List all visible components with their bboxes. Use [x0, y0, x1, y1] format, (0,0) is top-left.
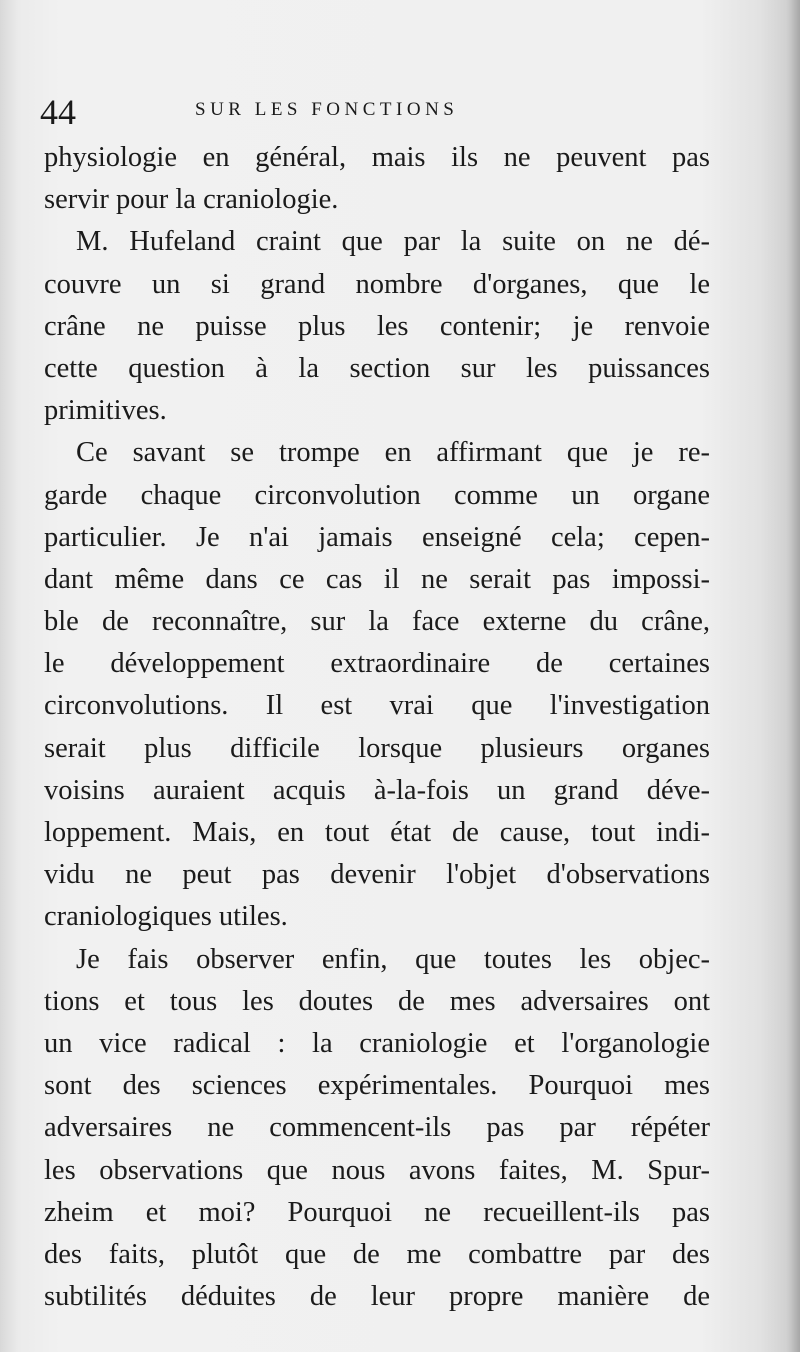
text-line: subtilités déduites de leur propre manière de: [44, 1281, 710, 1313]
text-line: adversaires ne commencent-ils pas par répéter: [44, 1112, 710, 1144]
text-line: Je fais observer enfin, que toutes les objec-: [76, 943, 710, 975]
text-line: tions et tous les doutes de mes adversaires ont: [44, 985, 710, 1017]
text-line: les observations que nous avons faites, M. Spur-: [44, 1154, 710, 1186]
text-line: primitives.: [44, 395, 167, 427]
text-line: dant même dans ce cas il ne serait pas impossi-: [44, 563, 710, 595]
text-line: le développement extraordinaire de certaines: [44, 648, 710, 680]
text-line: crâne ne puisse plus les contenir; je renvoie: [44, 310, 710, 342]
text-line: zheim et moi? Pourquoi ne recueillent-ils pas: [44, 1196, 710, 1228]
text-line: M. Hufeland craint que par la suite on ne dé-: [76, 226, 710, 258]
running-head: SUR LES FONCTIONS: [195, 99, 459, 120]
text-line: couvre un si grand nombre d'organes, que le: [44, 268, 710, 300]
text-line: loppement. Mais, en tout état de cause, tout indi-: [44, 817, 710, 848]
text-line: cette question à la section sur les puissances: [44, 352, 710, 384]
text-line: serait plus difficile lorsque plusieurs organes: [44, 732, 710, 764]
page-header: [40, 92, 720, 132]
text-line: sont des sciences expérimentales. Pourquoi mes: [44, 1070, 710, 1102]
text-line: craniologiques utiles.: [44, 901, 288, 933]
text-line: Ce savant se trompe en affirmant que je re-: [76, 437, 710, 469]
text-line: garde chaque circonvolution comme un organe: [44, 479, 710, 511]
text-line: servir pour la craniologie.: [44, 184, 339, 216]
text-line: circonvolutions. Il est vrai que l'investigation: [44, 690, 710, 722]
body-text: [44, 137, 710, 1318]
text-line: vidu ne peut pas devenir l'objet d'observations: [44, 859, 710, 891]
text-line: des faits, plutôt que de me combattre par des: [44, 1238, 710, 1270]
text-line: particulier. Je n'ai jamais enseigné cela; cepen-: [44, 521, 710, 553]
text-line: ble de reconnaître, sur la face externe du crâne,: [44, 606, 710, 638]
text-line: physiologie en général, mais ils ne peuvent pas: [44, 142, 710, 173]
text-line: un vice radical : la craniologie et l'organologie: [44, 1027, 710, 1059]
text-line: voisins auraient acquis à-la-fois un grand déve-: [44, 774, 710, 806]
page-number: 44: [40, 92, 76, 132]
